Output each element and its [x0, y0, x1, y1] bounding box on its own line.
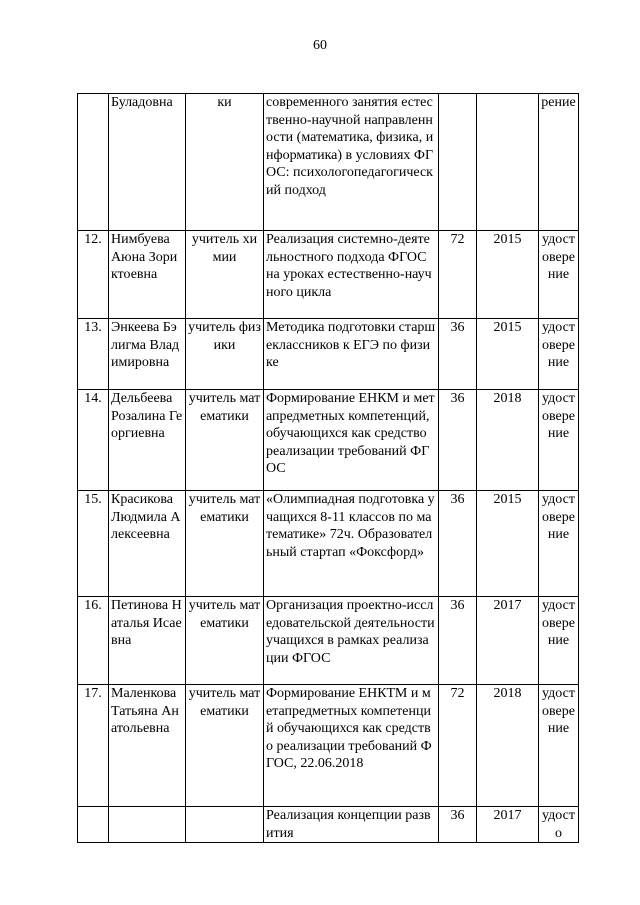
document-type-cell: удостоверение: [539, 597, 579, 685]
page-number: 60: [313, 38, 327, 53]
table-row: [78, 94, 579, 231]
position-cell: ки: [186, 94, 264, 231]
year-cell: [477, 94, 539, 231]
course-title-cell: Формирование ЕНКТМ и метапредметных компетенций обучающихся как средство реализации требований ФГОС, 22.06.2018: [264, 685, 439, 807]
row-number-cell: 13.: [78, 319, 109, 390]
hours-cell: 72: [439, 685, 477, 807]
table-row: [78, 807, 579, 843]
table-row: [78, 597, 579, 685]
table-row: [78, 390, 579, 491]
row-number-cell: 12.: [78, 231, 109, 319]
table-row: [78, 491, 579, 597]
course-title-cell: «Олимпиадная подготовка учащихся 8-11 классов по математике» 72ч. Образовательный стартап «Фоксфорд»: [264, 491, 439, 597]
table-row: [78, 685, 579, 807]
year-cell: 2018: [477, 685, 539, 807]
teacher-name-cell: Маленкова Татьяна Анатольевна: [109, 685, 186, 807]
year-cell: 2017: [477, 807, 539, 843]
year-cell: 2015: [477, 319, 539, 390]
position-cell: учитель математики: [186, 685, 264, 807]
teacher-name-cell: Энкеева Бэлигма Владимировна: [109, 319, 186, 390]
table-row: [78, 319, 579, 390]
position-cell: [186, 807, 264, 843]
teacher-name-cell: Нимбуева Аюна Зориктоевна: [109, 231, 186, 319]
year-cell: 2017: [477, 597, 539, 685]
teacher-name-cell: Буладовна: [109, 94, 186, 231]
document-type-cell: удостоверение: [539, 491, 579, 597]
hours-cell: 36: [439, 491, 477, 597]
document-type-cell: рение: [539, 94, 579, 231]
position-cell: учитель математики: [186, 390, 264, 491]
course-title-cell: современного занятия естественно-научной направленности (математика, физика, информатика) в условиях ФГОС: психологопедагогический подход: [264, 94, 439, 231]
hours-cell: 36: [439, 319, 477, 390]
position-cell: учитель химии: [186, 231, 264, 319]
course-title-cell: Формирование ЕНКМ и метапредметных компетенций, обучающихся как средство реализации требований ФГОС: [264, 390, 439, 491]
hours-cell: 72: [439, 231, 477, 319]
teacher-name-cell: [109, 807, 186, 843]
course-title-cell: Реализация концепции развития: [264, 807, 439, 843]
row-number-cell: 17.: [78, 685, 109, 807]
hours-cell: [439, 94, 477, 231]
year-cell: 2018: [477, 390, 539, 491]
document-type-cell: удостоверение: [539, 685, 579, 807]
courses-table: [77, 93, 579, 843]
row-number-cell: [78, 807, 109, 843]
teacher-name-cell: Красикова Людмила Алексеевна: [109, 491, 186, 597]
row-number-cell: 14.: [78, 390, 109, 491]
year-cell: 2015: [477, 491, 539, 597]
course-title-cell: Организация проектно-исследовательской деятельности учащихся в рамках реализации ФГОС: [264, 597, 439, 685]
document-type-cell: удостоверение: [539, 319, 579, 390]
year-cell: 2015: [477, 231, 539, 319]
course-title-cell: Методика подготовки старшеклассников к ЕГЭ по физике: [264, 319, 439, 390]
teacher-name-cell: Дельбеева Розалина Георгиевна: [109, 390, 186, 491]
hours-cell: 36: [439, 807, 477, 843]
document-type-cell: удосто: [539, 807, 579, 843]
hours-cell: 36: [439, 390, 477, 491]
table-row: [78, 231, 579, 319]
hours-cell: 36: [439, 597, 477, 685]
document-type-cell: удостоверение: [539, 231, 579, 319]
course-title-cell: Реализация системно-деятельностного подхода ФГОС на уроках естественно-научного цикла: [264, 231, 439, 319]
position-cell: учитель физики: [186, 319, 264, 390]
position-cell: учитель математики: [186, 597, 264, 685]
document-type-cell: удостоверение: [539, 390, 579, 491]
position-cell: учитель математики: [186, 491, 264, 597]
row-number-cell: 15.: [78, 491, 109, 597]
teacher-name-cell: Петинова Наталья Исаевна: [109, 597, 186, 685]
row-number-cell: [78, 94, 109, 231]
row-number-cell: 16.: [78, 597, 109, 685]
